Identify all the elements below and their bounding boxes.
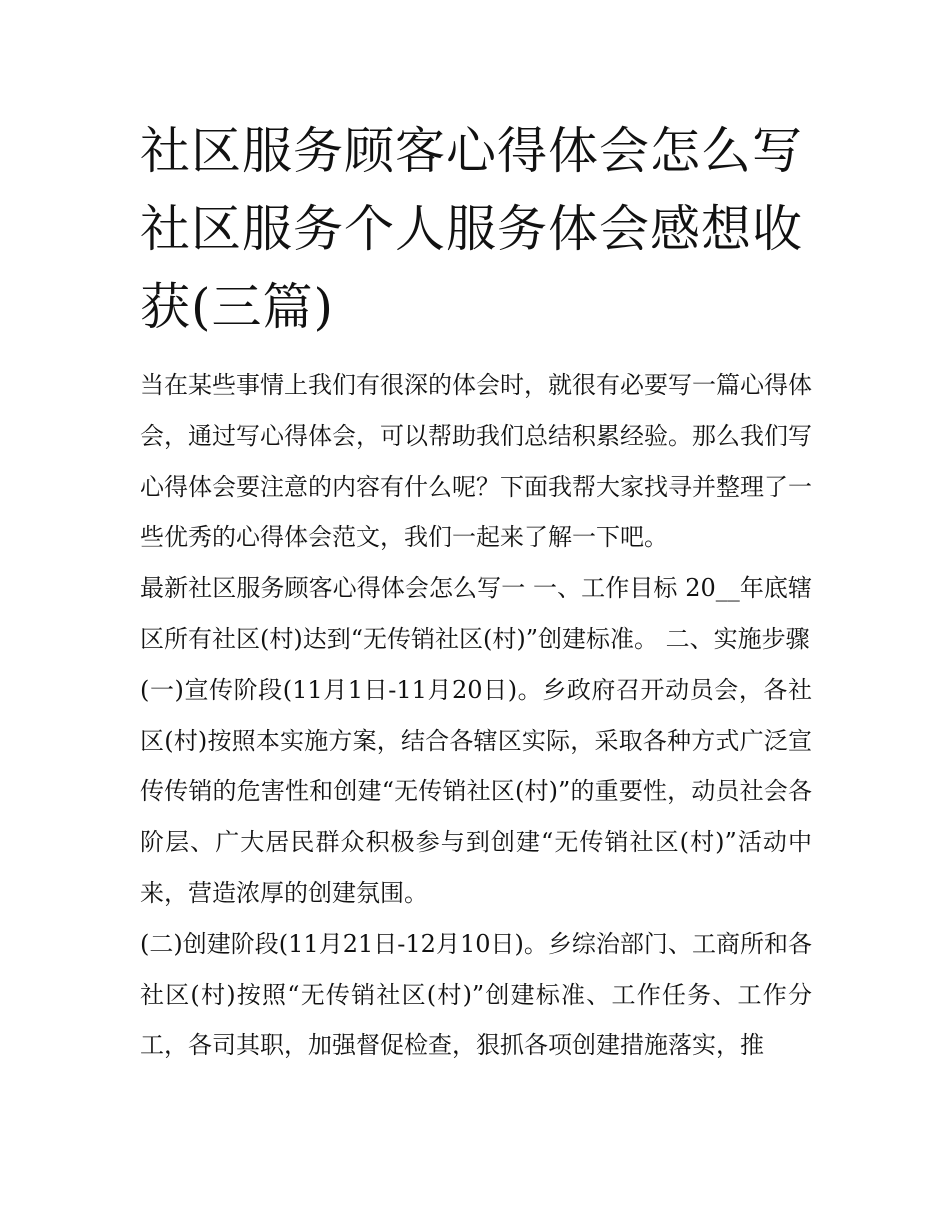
document-page: [140, 112, 812, 1071]
paragraph-goals: 最新社区服务顾客心得体会怎么写一 一、工作目标 20__年底辖区所有社区(村)达到“无传销社区(村)”创建标准。 二、实施步骤: [140, 574, 812, 653]
document-body: [140, 360, 812, 1071]
paragraph-creation-stage: (二)创建阶段(11月21日-12月10日)。乡综治部门、工商所和各社区(村)按照“无传销社区(村)”创建标准、工作任务、工作分工，各司其职，加强督促检查，狠抓各项创建措施落实，推: [140, 929, 812, 1060]
paragraph-publicity-stage: (一)宣传阶段(11月1日-11月20日)。乡政府召开动员会，各社区(村)按照本实施方案，结合各辖区实际，采取各种方式广泛宣传传销的危害性和创建“无传销社区(村)”的重要性，动员社会各阶层、广大居民群众积极参与到创建“无传销社区(村)”活动中来，营造浓厚的创建氛围。: [140, 675, 812, 907]
document-title: 社区服务顾客心得体会怎么写社区服务个人服务体会感想收获(三篇): [140, 122, 803, 336]
paragraph-intro: 当在某些事情上我们有很深的体会时，就很有必要写一篇心得体会，通过写心得体会，可以帮助我们总结积累经验。那么我们写心得体会要注意的内容有什么呢？下面我帮大家找寻并整理了一些优秀的心得体会范文，我们一起来了解一下吧。: [140, 371, 812, 552]
